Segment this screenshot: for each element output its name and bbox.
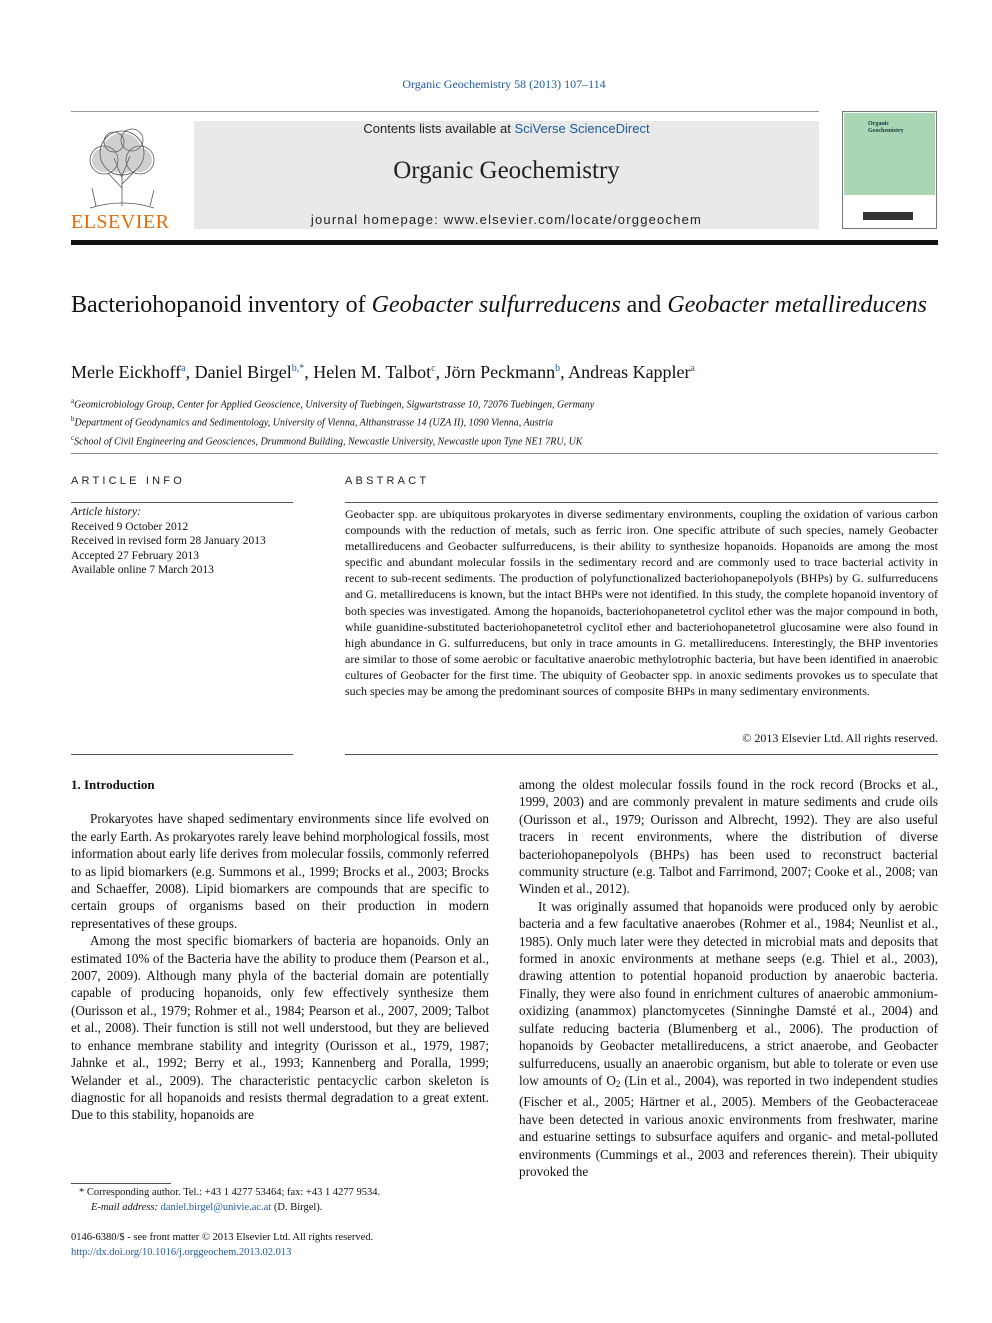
paragraph: It was originally assumed that hopanoids were produced only by aerobic bacteria and a few facultative anaerobes (Rohmer et al., 1984; Neunlist et al., 1985). Only much later were they detected in microbial mats and deposits that formed in anoxic environments at methane seeps (e.g. Thiel et al., 2003), drawing attention to potential hopanoid production by anaerobic bacteria. Finally, they were also found in enrichment cultures of anaerobic ammonium-oxidizing (anammox) planctomycetes (Sinninghe Damsté et al., 2004) and sulfate reducing bacteria (Blumenberg et al., 2006). The production of hopanoids by Geobacter metallireducens, a strict anaerobe, and Geobacter sulfurreducens, usually an anaerobic organism, but able to tolerate or even use low amounts of $O_2$ (Lin et al., 2004), was reported in two independent studies (Fischer et al., 2005; Härtner et al., 2005). Members of the Geobacteraceae have been detected in various anoxic environments from freshwater, marine and estuarine settings to subsurface aquifers and organic- and metal-polluted environments (Cummings et al., 2003 and references therein). Their ubiquity provoked the bbox=[519, 898, 938, 1179]
affiliation: $^a$Geomicrobiology Group, Center for Applied Geoscience, University of Tuebingen, Sigwartstrasse 10, 72076 Tuebingen, Germany bbox=[71, 397, 595, 411]
affiliation: $^b$Department of Geodynamics and Sedimentology, University of Vienna, Althanstrasse 14 (UZA II), 1090 Vienna, Austria bbox=[71, 415, 553, 429]
abstract-heading: ABSTRACT bbox=[345, 475, 430, 487]
history-label: Article history: bbox=[71, 506, 141, 518]
author: Merle Eickhoff bbox=[71, 362, 182, 382]
author-affil-link[interactable]: c bbox=[431, 363, 436, 374]
email-link[interactable]: daniel.birgel@univie.ac.at bbox=[160, 1201, 272, 1213]
info-rule bbox=[71, 502, 293, 503]
contents-prefix: Contents lists available at bbox=[363, 121, 515, 136]
paragraph: Among the most specific biomarkers of bacteria are hopanoids. Only an estimated 10% of the Bacteria have the ability to produce them (Pearson et al., 2007, 2009). Although many phyla of the bacterial domain are potentially capable of producing hopanoids, only few effectively synthesize them (Ourisson et al., 1979; Rohmer et al., 1984; Pearson et al., 2007, 2009; Talbot et al., 2008). Their function is still not well understood, but they are believed to enhance membrane stability and integrity (Ourisson et al., 1979, 1987; Jahnke et al., 1992; Berry et al., 1993; Kannenberg and Poralla, 1999; Welander et al., 2009). The characteristic pentacyclic carbon skeleton is diagnostic for all hopanoids and resists thermal degradation to a great extent. Due to this stability, hopanoids are bbox=[71, 933, 489, 1123]
body-left-column bbox=[71, 776, 489, 1124]
info-rule-bottom bbox=[71, 754, 293, 755]
elsevier-wordmark: ELSEVIER bbox=[71, 211, 170, 233]
cover-title: Organic Geochemistry bbox=[868, 121, 904, 134]
header-rule bbox=[71, 111, 819, 112]
history-item: Available online 7 March 2013 bbox=[71, 564, 214, 577]
affiliation: $^c$School of Civil Engineering and Geosciences, Drummond Building, Newcastle University, Newcastle upon Tyne NE1 7RU, UK bbox=[71, 433, 583, 447]
paragraph: Prokaryotes have shaped sedimentary environments since life evolved on the early Earth. As prokaryotes rarely leave behind morphological fossils, most information about early life derives from molecular fossils, commonly referred to as lipid biomarkers (e.g. Summons et al., 1999; Brocks et al., 2003; Brocks and Schaeffer, 2008). Lipid biomarkers are compounds that are specific to certain groups of organisms based on their production in modern representatives of these groups. bbox=[71, 811, 489, 931]
paragraph: among the oldest molecular fossils found in the rock record (Brocks et al., 1999, 2003) and are commonly prevalent in mature sediments and crude oils (Ourisson et al., 1979; Ourisson and Albrecht, 1992). They are also useful tracers in recent environments, where the distribution of diverse bacteriohopanepolyols (BHPs) has been used to reconstruct bacterial community structure (e.g. Talbot and Farrimond, 2007; Cooke et al., 2008; van Winden et al., 2012). bbox=[519, 777, 938, 897]
author-affil-link[interactable]: a bbox=[690, 363, 695, 374]
sciencedirect-link[interactable]: SciVerse ScienceDirect bbox=[514, 121, 650, 136]
footnote-rule bbox=[71, 1183, 171, 1184]
author: Jörn Peckmann bbox=[444, 362, 556, 382]
cover-publisher-logo bbox=[863, 212, 913, 220]
journal-citation[interactable]: Organic Geochemistry 58 (2013) 107–114 bbox=[402, 77, 606, 91]
journal-cover-thumbnail[interactable] bbox=[842, 111, 937, 229]
article-history bbox=[71, 505, 293, 578]
cover-art bbox=[844, 113, 935, 195]
corresponding-author: * Corresponding author. Tel.: +43 1 4277 53464; fax: +43 1 4277 9534. bbox=[79, 1187, 381, 1198]
author-affil-link[interactable]: a bbox=[181, 363, 186, 374]
issn-line: 0146-6380/$ - see front matter © 2013 Elsevier Ltd. All rights reserved. bbox=[71, 1232, 374, 1243]
affiliations bbox=[71, 394, 931, 449]
history-item: Accepted 27 February 2013 bbox=[71, 549, 200, 562]
author: Daniel Birgel bbox=[194, 362, 292, 382]
author: Helen M. Talbot bbox=[313, 362, 432, 382]
abstract-text: Geobacter spp. are ubiquitous prokaryotes in diverse sedimentary environments, coupling the oxidation of various carbon compounds with the reduction of metals, such as ferric iron. One specific attribute of such species, namely Geobacter metallireducens and Geobacter sulfurreducens, is their ability to synthesize hopanoids. Hopanoids are among the most specific and abundant molecular fossils in the sedimentary record and are commonly used to trace bacterial activity in recent to sub-recent sediments. The production of polyfunctionalized bacteriohopanepolyols (BHPs) by G. sulfurreducens and G. metallireducens is known, but the intact BHPs were not identified. In this study, the complete hopanoid inventory of both species was investigated. Among the hopanoids, bacteriohopanetetrol cyclitol ether was the major compound in both, while guanidine-substituted bacteriohopanetetrol cyclitol ether and bacteriohopanetetrol glucosamine were also found in high abundance in G. sulfurreducens, but only in trace amounts in G. metallireducens. Interestingly, the BHP inventories are similar to those of some aerobic or facultative anaerobic methylotrophic bacteria, but have been identified in anaerobic cultures of Geobacter for the first time. The ubiquity of Geobacter spp. in anoxic sediments provokes us to speculate that such species may be among the predominant sources of composite BHPs in many sedimentary environments. bbox=[345, 507, 938, 699]
author-list: Merle Eickhoff$^a$, Daniel Birgel$^{b,*}$, Helen M. Talbot$^c$, Jörn Peckmann$^b$, Andreas Kappler$^a$ bbox=[71, 362, 695, 382]
intro-heading: 1. Introduction bbox=[71, 777, 155, 792]
history-item: Received in revised form 28 January 2013 bbox=[71, 535, 266, 548]
article-info-heading: ARTICLE INFO bbox=[71, 475, 185, 487]
body-right-column bbox=[519, 776, 938, 1180]
history-item: Received 9 October 2012 bbox=[71, 520, 189, 533]
section-rule bbox=[71, 453, 938, 454]
article-title: Bacteriohopanoid inventory of Geobacter sulfurreducens and Geobacter metallireducens bbox=[71, 292, 928, 318]
author: Andreas Kappler bbox=[568, 362, 691, 382]
abstract-rule bbox=[345, 502, 938, 503]
author-affil-link[interactable]: b bbox=[555, 363, 561, 374]
contents-line bbox=[194, 121, 819, 136]
issn-block bbox=[71, 1231, 489, 1260]
author-affil-link[interactable]: b,* bbox=[291, 363, 305, 374]
doi-link[interactable]: http://dx.doi.org/10.1016/j.orggeochem.2013.02.013 bbox=[71, 1246, 292, 1258]
journal-homepage[interactable]: journal homepage: www.elsevier.com/locate/orggeochem bbox=[310, 212, 703, 227]
journal-name: Organic Geochemistry bbox=[393, 157, 620, 184]
abstract-copyright: © 2013 Elsevier Ltd. All rights reserved. bbox=[742, 731, 938, 745]
abstract-rule-bottom bbox=[345, 754, 938, 755]
header-thick-rule bbox=[71, 240, 938, 245]
email-label: E-mail address: bbox=[91, 1201, 161, 1213]
corresponding-footnote: * Corresponding author. Tel.: +43 1 4277 53464; fax: +43 1 4277 9534. E-mail address: daniel.birgel@univie.ac.at (D. Birgel). bbox=[71, 1186, 489, 1215]
